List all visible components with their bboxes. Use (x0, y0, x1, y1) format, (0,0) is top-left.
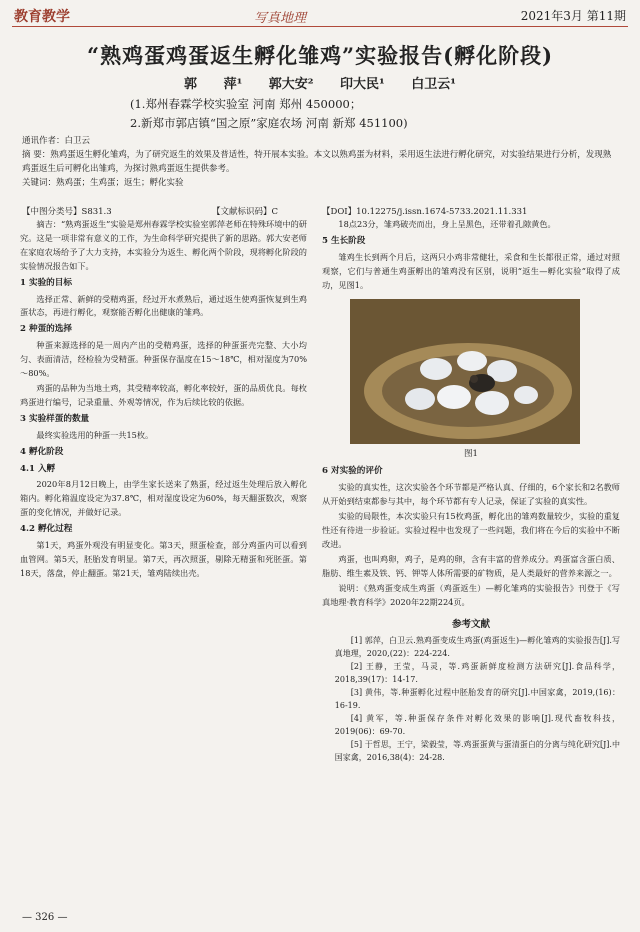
article-title: “熟鸡蛋鸡蛋返生孵化雏鸡”实验报告(孵化阶段) (86, 43, 554, 68)
paragraph: 18点23分，雏鸡破壳而出，身上呈黑色，还带着孔隙黄色。 (338, 219, 556, 229)
issue-label: 2021年3月 第11期 (520, 9, 626, 23)
section-heading: 4.1 入孵 (20, 463, 56, 474)
paragraph: 实验的真实性，这次实验各个环节都是严格认真、仔细的，6个家长和2名教师从开始到结束都参与其中，每个环节都有专人记录，保证了实验的真实性。 (322, 482, 620, 507)
paragraph: 第1天，鸡蛋外观没有明显变化。第3天，照蛋检查，部分鸡蛋内可以看到血管网。第5天，胚胎发育明显。第7天，再次照蛋，剔除无精蛋和死胚蛋。第18天，落盘，停止翻蛋。第21天，雏鸡陆续出壳。 (20, 540, 307, 578)
reference-item: [3] 黄伟，等.种蛋孵化过程中胚胎发育的研究[J].中国家禽，2019,(16)：16-19. (334, 688, 620, 710)
section-label: 教育教学 (14, 9, 70, 25)
keywords: 关键词：熟鸡蛋；生鸡蛋；返生；孵化实验 (22, 178, 184, 188)
affiliation-2: 2.新郑市郭店镇“国之原”家庭农场 河南 新郑 451100) (130, 116, 408, 130)
front-matter (22, 134, 618, 190)
document-code: 【文献标识码】C (212, 207, 279, 217)
reference-item: [4] 黄军，等.种蛋保存条件对孵化效果的影响[J].现代畜牧科技，2019(06)：69-70. (334, 714, 620, 736)
paragraph: 说明：《熟鸡蛋变成生鸡蛋（鸡蛋返生）—孵化雏鸡的实验报告》刊登于《写真地理·教育科学》2020年22期224页。 (322, 582, 620, 607)
section-heading: 3 实验样蛋的数量 (20, 413, 90, 424)
corresponding-author: 通讯作者：白卫云 (22, 136, 91, 146)
paragraph: 鸡蛋的品种为当地土鸡，其受精率较高，孵化率较好，蛋的品质优良。每枚鸡蛋进行编号，记录重量、外观等情况，作为后续比较的依据。 (20, 382, 307, 407)
reference-item: [1] 郭萍，白卫云.熟鸡蛋变成生鸡蛋(鸡蛋返生)—孵化雏鸡的实验报告[J].写真地理，2020,(22)：224-224. (334, 636, 620, 658)
paragraph: 最终实验选用的种蛋一共15枚。 (36, 429, 154, 440)
article-ids (22, 205, 618, 217)
author-line: 郭 萍¹ 郭大安² 印大民¹ 白卫云¹ (184, 77, 456, 92)
clc-code: 【中图分类号】S831.3 (22, 207, 112, 217)
left-column (20, 218, 307, 912)
reference-item: [2] 王静，王莹，马灵，等.鸡蛋新鲜度检测方法研究[J].食品科学，2018,39(17)：14-17. (334, 662, 620, 684)
section-heading: 2 种蛋的选择 (20, 324, 72, 335)
nest-illustration (350, 299, 580, 444)
section-heading: 4 孵化阶段 (20, 446, 64, 457)
reference-item: [5] 于哲思，王宁，梁毅莹，等.鸡蛋蛋黄与蛋清蛋白的分离与纯化研究[J].中国家禽，2016,38(4)：24-28. (334, 740, 620, 762)
affiliation-1: (1.郑州春霖学校实验室 河南 郑州 450000； (130, 97, 362, 111)
abstract: 摘 要：熟鸡蛋返生孵化雏鸡，为了研究返生的效果及普适性，特开展本实验。本文以熟鸡蛋为材料，采用返生法进行孵化研究，对实验结果进行分析，发现熟鸡蛋返生后可孵化出雏鸡，为探讨熟鸡蛋返生提供参考。 (22, 150, 612, 174)
paragraph: 摘吉：“熟鸡蛋返生”实验是郑州春霖学校实验室郭萍老师在特殊环境中的研究。这是一项非常有意义的工作，为生命科学研究提供了新的思路。郭大安老师在家庭农场给予了大力支持，本实验分为返生、孵化两个阶段，现将孵化阶段的实验情况报告如下。 (20, 219, 307, 271)
paragraph: 鸡蛋，也叫鸡卵，鸡子，是鸡的卵，含有丰富的营养成分。鸡蛋富含蛋白质、脂肪、维生素及铁、钙、钾等人体所需要的矿物质，是人类最好的营养来源之一。 (322, 553, 620, 578)
affiliations (130, 95, 408, 133)
header-rule (12, 26, 628, 27)
section-heading: 4.2 孵化过程 (20, 524, 73, 535)
paragraph: 选择正常、新鲜的受精鸡蛋，经过开水煮熟后，通过返生使鸡蛋恢复到生鸡蛋状态，再进行孵化，观察能否孵化出健康的雏鸡。 (20, 293, 307, 318)
section-heading: 1 实验的目标 (20, 277, 72, 288)
section-heading: 5 生长阶段 (322, 235, 366, 246)
figure-caption: 图1 (464, 448, 478, 459)
right-column (322, 218, 620, 765)
journal-name: 写真地理 (254, 11, 307, 26)
paragraph: 2020年8月12日晚上，由学生家长送来了熟蛋，经过返生处理后放入孵化箱内。孵化箱温度设定为37.8℃，相对湿度设定为60%，每天翻蛋数次，观察蛋的变化情况，并做好记录。 (20, 479, 307, 518)
doi: 【DOI】10.12275/j.issn.1674-5733.2021.11.331 (322, 207, 528, 217)
running-header (14, 6, 626, 26)
nest-photo (350, 299, 580, 444)
paragraph: 雏鸡生长到两个月后，这两只小鸡非常健壮，采食和生长都很正常，通过对照观察，它们与普通生鸡蛋孵出的雏鸡没有区别，说明“返生—孵化实验”取得了成功，见图1。 (322, 251, 620, 290)
references-title: 参考文献 (451, 618, 490, 630)
figure-1 (322, 299, 620, 462)
paragraph: 种蛋来源选择的是一周内产出的受精鸡蛋，选择的种蛋蛋壳完整、大小均匀、表面清洁，经检验为受精蛋。种蛋保存温度在15～18℃，相对湿度为70%～80%。 (20, 340, 307, 379)
section-heading: 6 对实验的评价 (322, 466, 383, 477)
page-number: — 326 — (22, 912, 68, 923)
paragraph: 实验的局限性，本次实验只有15枚鸡蛋，孵化出的雏鸡数量较少，实验的重复性还有待进一步验证。实验过程中也发现了一些问题，我们将在今后的实验中不断改进。 (322, 511, 620, 549)
